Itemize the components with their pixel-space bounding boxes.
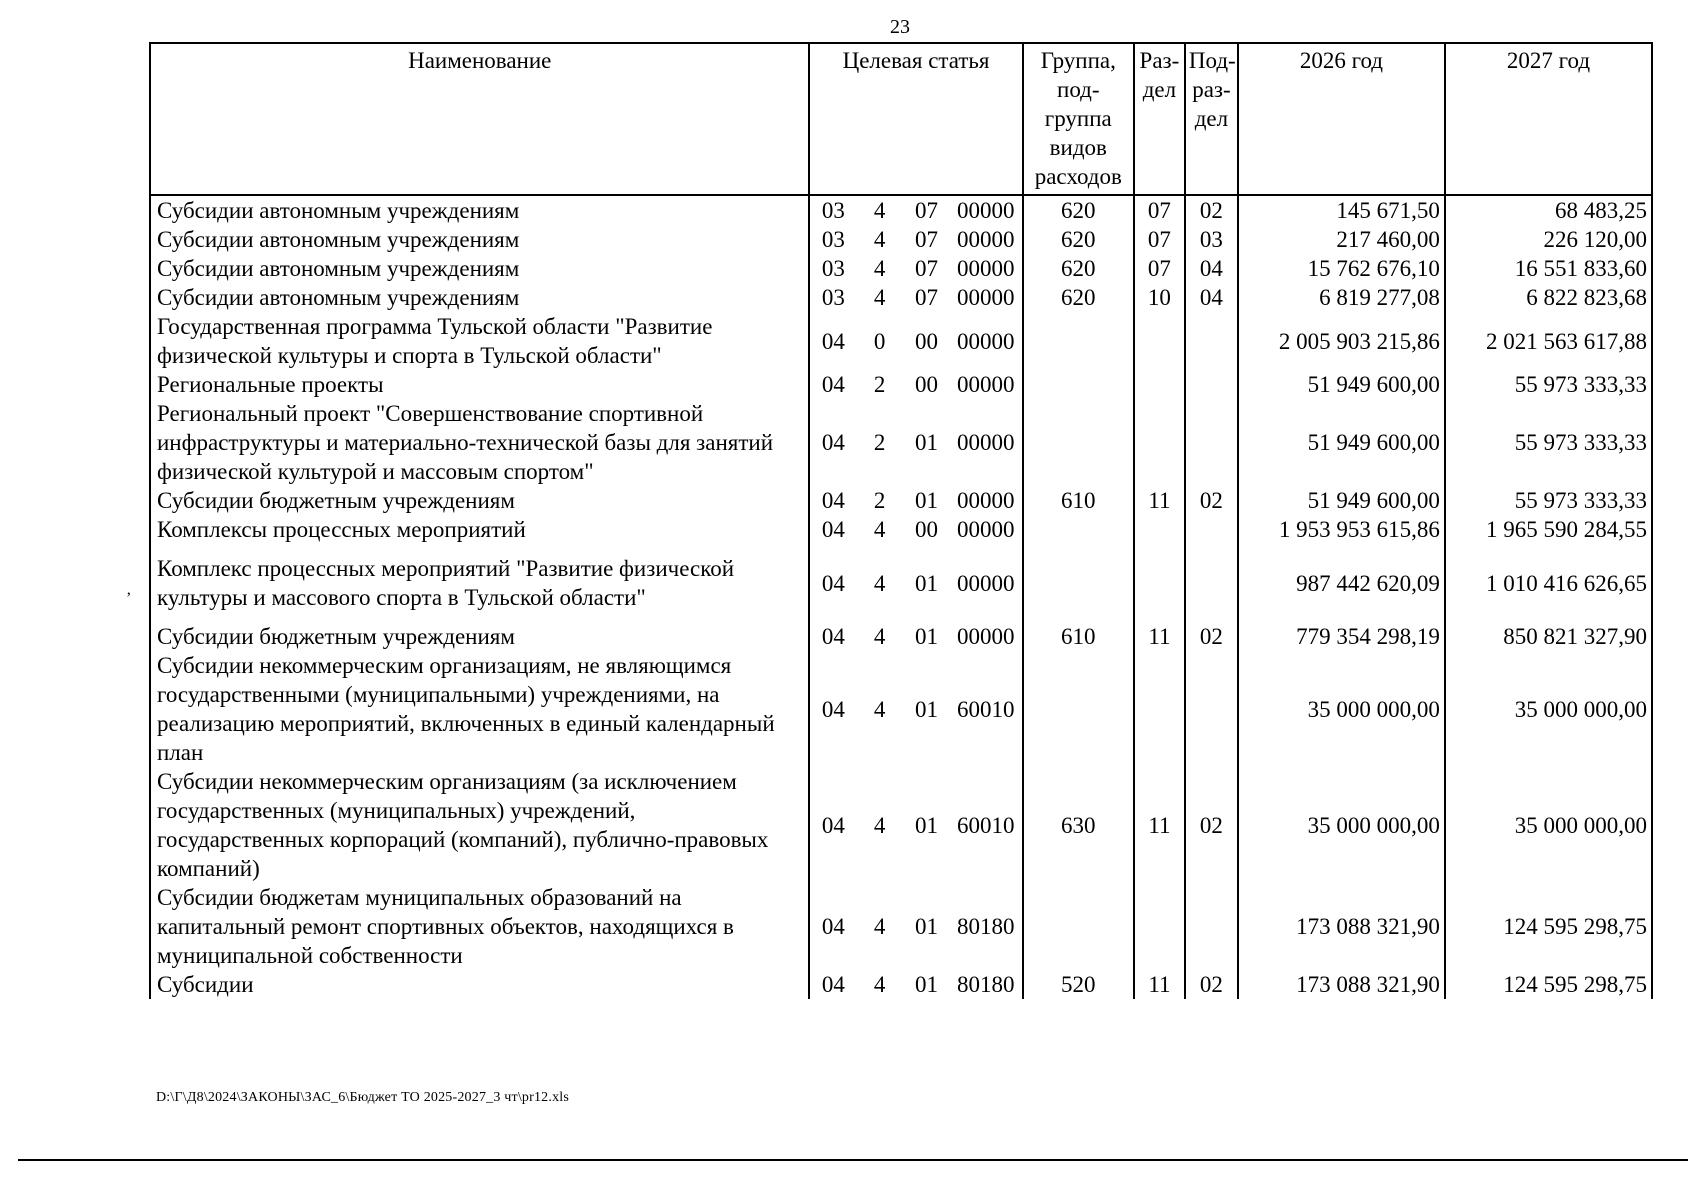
table-row xyxy=(150,283,1652,312)
row-target-code-1: 03 xyxy=(821,256,845,281)
row-amount-2027: 124 595 298,75 xyxy=(1445,883,1652,970)
row-target-code-2: 2 xyxy=(873,430,886,455)
row-subsection: 03 xyxy=(1185,225,1238,254)
row-target-code-3: 01 xyxy=(914,812,938,838)
row-subsection: 02 xyxy=(1185,767,1238,883)
row-amount-2027: 850 821 327,90 xyxy=(1445,622,1652,651)
row-section: 11 xyxy=(1134,622,1185,651)
row-amount-2026: 173 088 321,90 xyxy=(1238,883,1445,970)
row-section: 10 xyxy=(1134,283,1185,312)
row-target-code-1: 04 xyxy=(821,517,845,542)
row-amount-2026: 35 000 000,00 xyxy=(1238,651,1445,767)
row-section xyxy=(1134,883,1185,970)
row-name: Субсидии бюджетным учреждениям xyxy=(150,486,809,515)
row-target-code-2: 4 xyxy=(873,696,886,722)
row-target-code-2: 4 xyxy=(873,227,886,252)
row-group: 610 xyxy=(1023,622,1134,651)
row-amount-2026: 15 762 676,10 xyxy=(1238,254,1445,283)
row-group: 620 xyxy=(1023,283,1134,312)
row-amount-2027: 16 551 833,60 xyxy=(1445,254,1652,283)
row-target-code-4: 00000 xyxy=(950,195,1023,225)
row-group: 620 xyxy=(1023,254,1134,283)
row-amount-2026: 2 005 903 215,86 xyxy=(1238,312,1445,370)
row-target-code-1: 04 xyxy=(821,812,845,838)
row-subsection xyxy=(1185,883,1238,970)
row-name: Субсидии автономным учреждениям xyxy=(150,283,809,312)
row-subsection: 02 xyxy=(1185,970,1238,999)
row-name: Субсидии некоммерческим организациям (за исключением государственных (муниципальных) учреждений, государственных корпораций (компаний), публично-правовых компаний) xyxy=(150,767,809,883)
row-amount-2027: 2 021 563 617,88 xyxy=(1445,312,1652,370)
row-target-code-2: 2 xyxy=(873,488,886,513)
row-group xyxy=(1023,554,1134,612)
row-target-code-1: 04 xyxy=(821,972,845,997)
footer-rule xyxy=(18,1159,1688,1161)
row-group xyxy=(1023,370,1134,399)
row-group: 610 xyxy=(1023,486,1134,515)
row-name: Субсидии бюджетным учреждениям xyxy=(150,622,809,651)
budget-table xyxy=(149,42,1653,999)
row-target-code-4: 60010 xyxy=(950,651,1023,767)
table-row xyxy=(150,312,1652,370)
row-group xyxy=(1023,651,1134,767)
row-target-code-4: 00000 xyxy=(950,399,1023,486)
row-amount-2027: 6 822 823,68 xyxy=(1445,283,1652,312)
row-section xyxy=(1134,312,1185,370)
row-spacer xyxy=(150,544,1652,554)
row-amount-2026: 217 460,00 xyxy=(1238,225,1445,254)
row-subsection xyxy=(1185,554,1238,612)
row-target-code-1: 04 xyxy=(821,372,845,397)
row-target-code-1: 04 xyxy=(821,696,845,722)
page-number: 23 xyxy=(890,16,910,38)
row-amount-2027: 124 595 298,75 xyxy=(1445,970,1652,999)
row-subsection: 04 xyxy=(1185,283,1238,312)
table-row xyxy=(150,651,1652,767)
row-name: Субсидии бюджетам муниципальных образований на капитальный ремонт спортивных объектов, находящихся в муниципальной собственности xyxy=(150,883,809,970)
row-target-code-1: 04 xyxy=(821,624,845,649)
table-row xyxy=(150,370,1652,399)
table-row xyxy=(150,486,1652,515)
row-target-code-1: 03 xyxy=(821,198,845,223)
header-name: Наименование xyxy=(150,43,809,195)
row-target-code-3: 01 xyxy=(914,488,938,513)
table-row xyxy=(150,195,1652,225)
row-name: Субсидии автономным учреждениям xyxy=(150,225,809,254)
row-amount-2026: 145 671,50 xyxy=(1238,195,1445,225)
row-target-code-3: 01 xyxy=(914,696,938,722)
table-header xyxy=(150,43,1652,195)
row-amount-2027: 35 000 000,00 xyxy=(1445,767,1652,883)
row-target-code-3: 07 xyxy=(914,285,938,310)
row-group: 620 xyxy=(1023,225,1134,254)
row-target-code-2: 4 xyxy=(873,624,886,649)
row-subsection xyxy=(1185,312,1238,370)
row-group xyxy=(1023,883,1134,970)
row-subsection: 02 xyxy=(1185,195,1238,225)
row-subsection xyxy=(1185,651,1238,767)
row-target-code-4: 00000 xyxy=(950,225,1023,254)
row-group xyxy=(1023,312,1134,370)
row-amount-2026: 51 949 600,00 xyxy=(1238,486,1445,515)
row-section: 07 xyxy=(1134,195,1185,225)
row-target-code-2: 2 xyxy=(873,372,886,397)
row-subsection: 02 xyxy=(1185,622,1238,651)
row-subsection xyxy=(1185,370,1238,399)
header-section: Раз-дел xyxy=(1134,43,1185,195)
row-amount-2027: 55 973 333,33 xyxy=(1445,370,1652,399)
row-group: 630 xyxy=(1023,767,1134,883)
row-subsection xyxy=(1185,399,1238,486)
row-target-code-2: 4 xyxy=(873,198,886,223)
row-amount-2026: 6 819 277,08 xyxy=(1238,283,1445,312)
row-target-code-4: 00000 xyxy=(950,486,1023,515)
row-section xyxy=(1134,515,1185,544)
table-row xyxy=(150,515,1652,544)
row-amount-2026: 173 088 321,90 xyxy=(1238,970,1445,999)
row-target-code-4: 00000 xyxy=(950,515,1023,544)
row-target-code-3: 01 xyxy=(914,570,938,596)
row-target-code-4: 00000 xyxy=(950,370,1023,399)
row-target-code-2: 4 xyxy=(873,972,886,997)
table-row xyxy=(150,554,1652,612)
row-name: Региональный проект "Совершенствование спортивной инфраструктуры и материально-технической базы для занятий физической культурой и массовым спортом" xyxy=(150,399,809,486)
row-target-code-3: 00 xyxy=(914,372,938,397)
row-name: Субсидии автономным учреждениям xyxy=(150,254,809,283)
row-target-code-4: 00000 xyxy=(950,254,1023,283)
row-target-code-4: 60010 xyxy=(950,767,1023,883)
row-target-code-3: 01 xyxy=(914,430,938,455)
row-target-code-1: 03 xyxy=(821,227,845,252)
table-row xyxy=(150,622,1652,651)
row-section: 11 xyxy=(1134,486,1185,515)
row-amount-2027: 1 010 416 626,65 xyxy=(1445,554,1652,612)
table-row xyxy=(150,767,1652,883)
row-amount-2027: 55 973 333,33 xyxy=(1445,399,1652,486)
row-target-code-2: 4 xyxy=(873,914,886,939)
row-amount-2027: 55 973 333,33 xyxy=(1445,486,1652,515)
header-year-2027: 2027 год xyxy=(1445,43,1652,195)
row-section xyxy=(1134,651,1185,767)
row-target-code-3: 07 xyxy=(914,198,938,223)
row-target-code-4: 00000 xyxy=(950,554,1023,612)
row-target-code-2: 4 xyxy=(873,570,886,596)
row-spacer xyxy=(150,612,1652,622)
row-target-code-3: 01 xyxy=(914,972,938,997)
row-group: 520 xyxy=(1023,970,1134,999)
row-target-code-4: 00000 xyxy=(950,312,1023,370)
row-target-code-1: 04 xyxy=(821,914,845,939)
row-target-code-2: 4 xyxy=(873,517,886,542)
row-section xyxy=(1134,370,1185,399)
row-amount-2026: 35 000 000,00 xyxy=(1238,767,1445,883)
row-section: 07 xyxy=(1134,254,1185,283)
row-amount-2026: 1 953 953 615,86 xyxy=(1238,515,1445,544)
row-amount-2026: 51 949 600,00 xyxy=(1238,399,1445,486)
row-name: Комплексы процессных мероприятий xyxy=(150,515,809,544)
row-group xyxy=(1023,399,1134,486)
row-target-code-1: 03 xyxy=(821,285,845,310)
row-group xyxy=(1023,515,1134,544)
row-target-code-3: 01 xyxy=(914,914,938,939)
row-name: Субсидии автономным учреждениям xyxy=(150,195,809,225)
row-section xyxy=(1134,554,1185,612)
row-target-code-2: 4 xyxy=(873,256,886,281)
table-row xyxy=(150,883,1652,970)
row-target-code-4: 80180 xyxy=(950,970,1023,999)
row-amount-2027: 35 000 000,00 xyxy=(1445,651,1652,767)
row-subsection: 04 xyxy=(1185,254,1238,283)
row-amount-2027: 226 120,00 xyxy=(1445,225,1652,254)
row-target-code-2: 4 xyxy=(873,285,886,310)
row-group: 620 xyxy=(1023,195,1134,225)
row-target-code-4: 00000 xyxy=(950,283,1023,312)
row-target-code-2: 4 xyxy=(873,812,886,838)
header-subsection: Под-раз-дел xyxy=(1185,43,1238,195)
row-subsection: 02 xyxy=(1185,486,1238,515)
row-target-code-4: 80180 xyxy=(950,883,1023,970)
row-target-code-1: 04 xyxy=(821,488,845,513)
row-amount-2027: 68 483,25 xyxy=(1445,195,1652,225)
row-target-code-2: 0 xyxy=(873,328,886,354)
row-target-code-3: 01 xyxy=(914,624,938,649)
table-row xyxy=(150,970,1652,999)
row-amount-2026: 987 442 620,09 xyxy=(1238,554,1445,612)
row-name: Комплекс процессных мероприятий "Развитие физической культуры и массового спорта в Тульской области" xyxy=(150,554,809,612)
row-target-code-4: 00000 xyxy=(950,622,1023,651)
row-target-code-3: 00 xyxy=(914,517,938,542)
row-amount-2026: 779 354 298,19 xyxy=(1238,622,1445,651)
row-target-code-1: 04 xyxy=(821,570,845,596)
row-target-code-3: 07 xyxy=(914,256,938,281)
header-group: Группа, под-группа видов расходов xyxy=(1023,43,1134,195)
row-target-code-1: 04 xyxy=(821,430,845,455)
row-section: 11 xyxy=(1134,767,1185,883)
table-body xyxy=(150,195,1652,999)
row-name: Государственная программа Тульской области "Развитие физической культуры и спорта в Тульской области" xyxy=(150,312,809,370)
row-section: 11 xyxy=(1134,970,1185,999)
row-section: 07 xyxy=(1134,225,1185,254)
row-target-code-3: 00 xyxy=(914,328,938,354)
row-target-code-3: 07 xyxy=(914,227,938,252)
header-year-2026: 2026 год xyxy=(1238,43,1445,195)
row-target-code-1: 04 xyxy=(821,328,845,354)
table-row xyxy=(150,399,1652,486)
row-section xyxy=(1134,399,1185,486)
row-name: Субсидии некоммерческим организациям, не являющимся государственными (муниципальными) учреждениями, на реализацию мероприятий, включенных в единый календарный план xyxy=(150,651,809,767)
row-amount-2026: 51 949 600,00 xyxy=(1238,370,1445,399)
table-row xyxy=(150,254,1652,283)
row-subsection xyxy=(1185,515,1238,544)
stray-mark: ʼ xyxy=(126,590,132,607)
header-target-article: Целевая статья xyxy=(809,43,1022,195)
footer-file-path: D:\Г\Д8\2024\ЗАКОНЫ\ЗАС_6\Бюджет ТО 2025-2027_3 чт\pr12.xls xyxy=(156,1090,570,1105)
row-name: Региональные проекты xyxy=(150,370,809,399)
row-amount-2027: 1 965 590 284,55 xyxy=(1445,515,1652,544)
table-row xyxy=(150,225,1652,254)
row-name: Субсидии xyxy=(150,970,809,999)
